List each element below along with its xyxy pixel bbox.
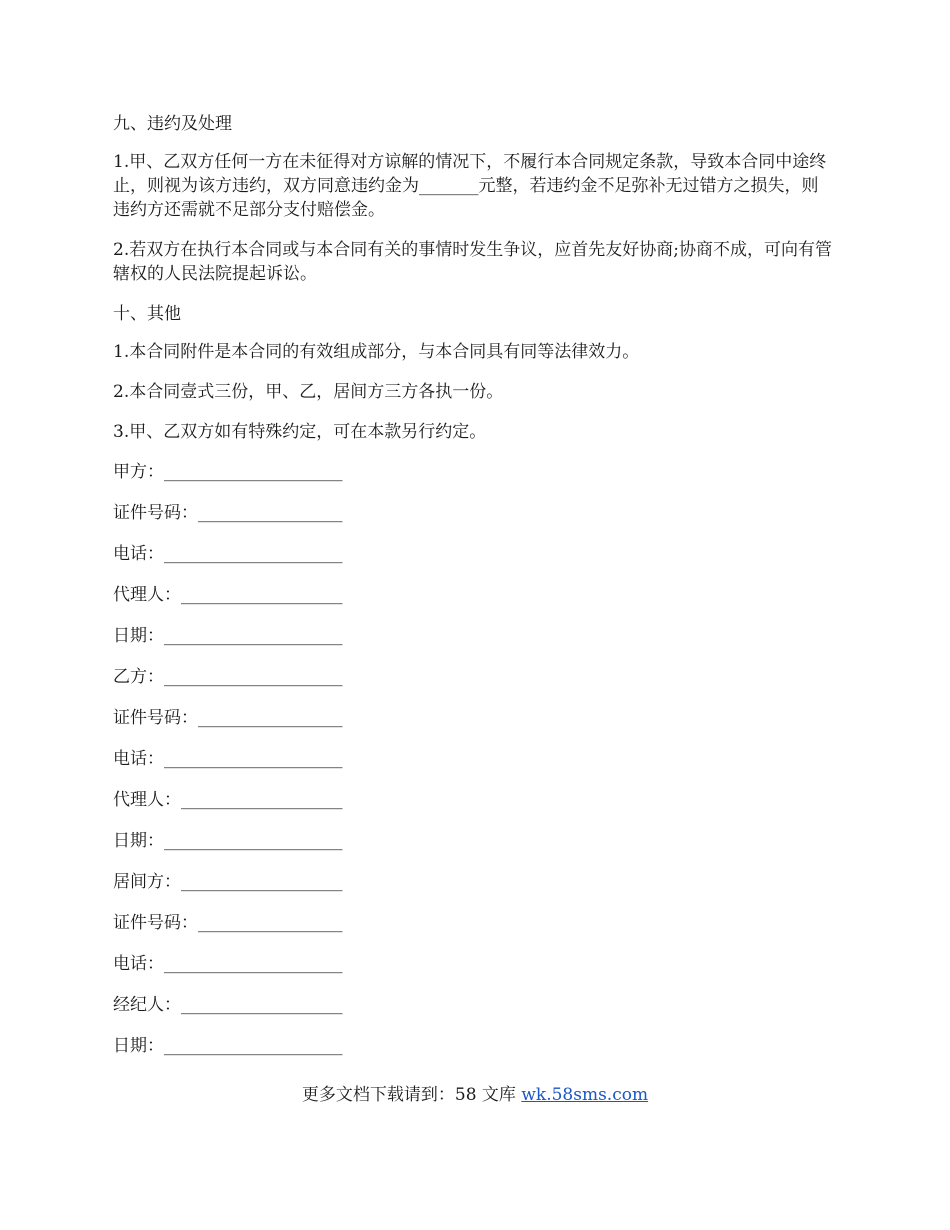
section-10-paragraph-2: 2.本合同壹式三份，甲、乙，居间方三方各执一份。 [113, 382, 504, 402]
party-b-phone-line: 电话：_____________________ [113, 749, 343, 769]
section-9-paragraph-1: 1.甲、乙双方任何一方在未征得对方谅解的情况下，不履行本合同规定条款，导致本合同中途终止，则视为该方违约，双方同意违约金为_______元整，若违约金不足弥补无过错方之损失，则违约方还需就不足部分支付赔偿金。 [113, 152, 827, 220]
party-a-id-line: 证件号码：_________________ [113, 503, 343, 523]
party-b-agent-line: 代理人：___________________ [113, 790, 343, 810]
section-10-heading: 十、其他 [113, 304, 181, 324]
section-9-paragraph-2: 2.若双方在执行本合同或与本合同有关的事情时发生争议，应首先友好协商;协商不成，可向有管辖权的人民法院提起诉讼。 [113, 240, 832, 284]
footer [0, 1083, 950, 1107]
document-page [113, 112, 835, 1075]
section-10-paragraph-3: 3.甲、乙双方如有特殊约定，可在本款另行约定。 [113, 422, 487, 442]
party-a-name-line: 甲方：_____________________ [113, 462, 343, 482]
intermediary-phone-line: 电话：_____________________ [113, 954, 343, 974]
footer-text: 更多文档下载请到：58 文库 [301, 1085, 522, 1105]
party-b-id-line: 证件号码：_________________ [113, 708, 343, 728]
party-b-name-line: 乙方：_____________________ [113, 667, 343, 687]
footer-link[interactable]: wk.58sms.com [521, 1085, 649, 1105]
section-9-heading: 九、违约及处理 [113, 114, 232, 134]
party-a-date-line: 日期：_____________________ [113, 626, 343, 646]
intermediary-id-line: 证件号码：_________________ [113, 913, 343, 933]
party-b-date-line: 日期：_____________________ [113, 831, 343, 851]
intermediary-name-line: 居间方：___________________ [113, 872, 343, 892]
signature-block [113, 460, 835, 1058]
party-a-phone-line: 电话：_____________________ [113, 544, 343, 564]
party-a-agent-line: 代理人：___________________ [113, 585, 343, 605]
intermediary-date-line: 日期：_____________________ [113, 1036, 343, 1056]
section-10-paragraph-1: 1.本合同附件是本合同的有效组成部分，与本合同具有同等法律效力。 [113, 342, 640, 362]
intermediary-broker-line: 经纪人：___________________ [113, 995, 343, 1015]
